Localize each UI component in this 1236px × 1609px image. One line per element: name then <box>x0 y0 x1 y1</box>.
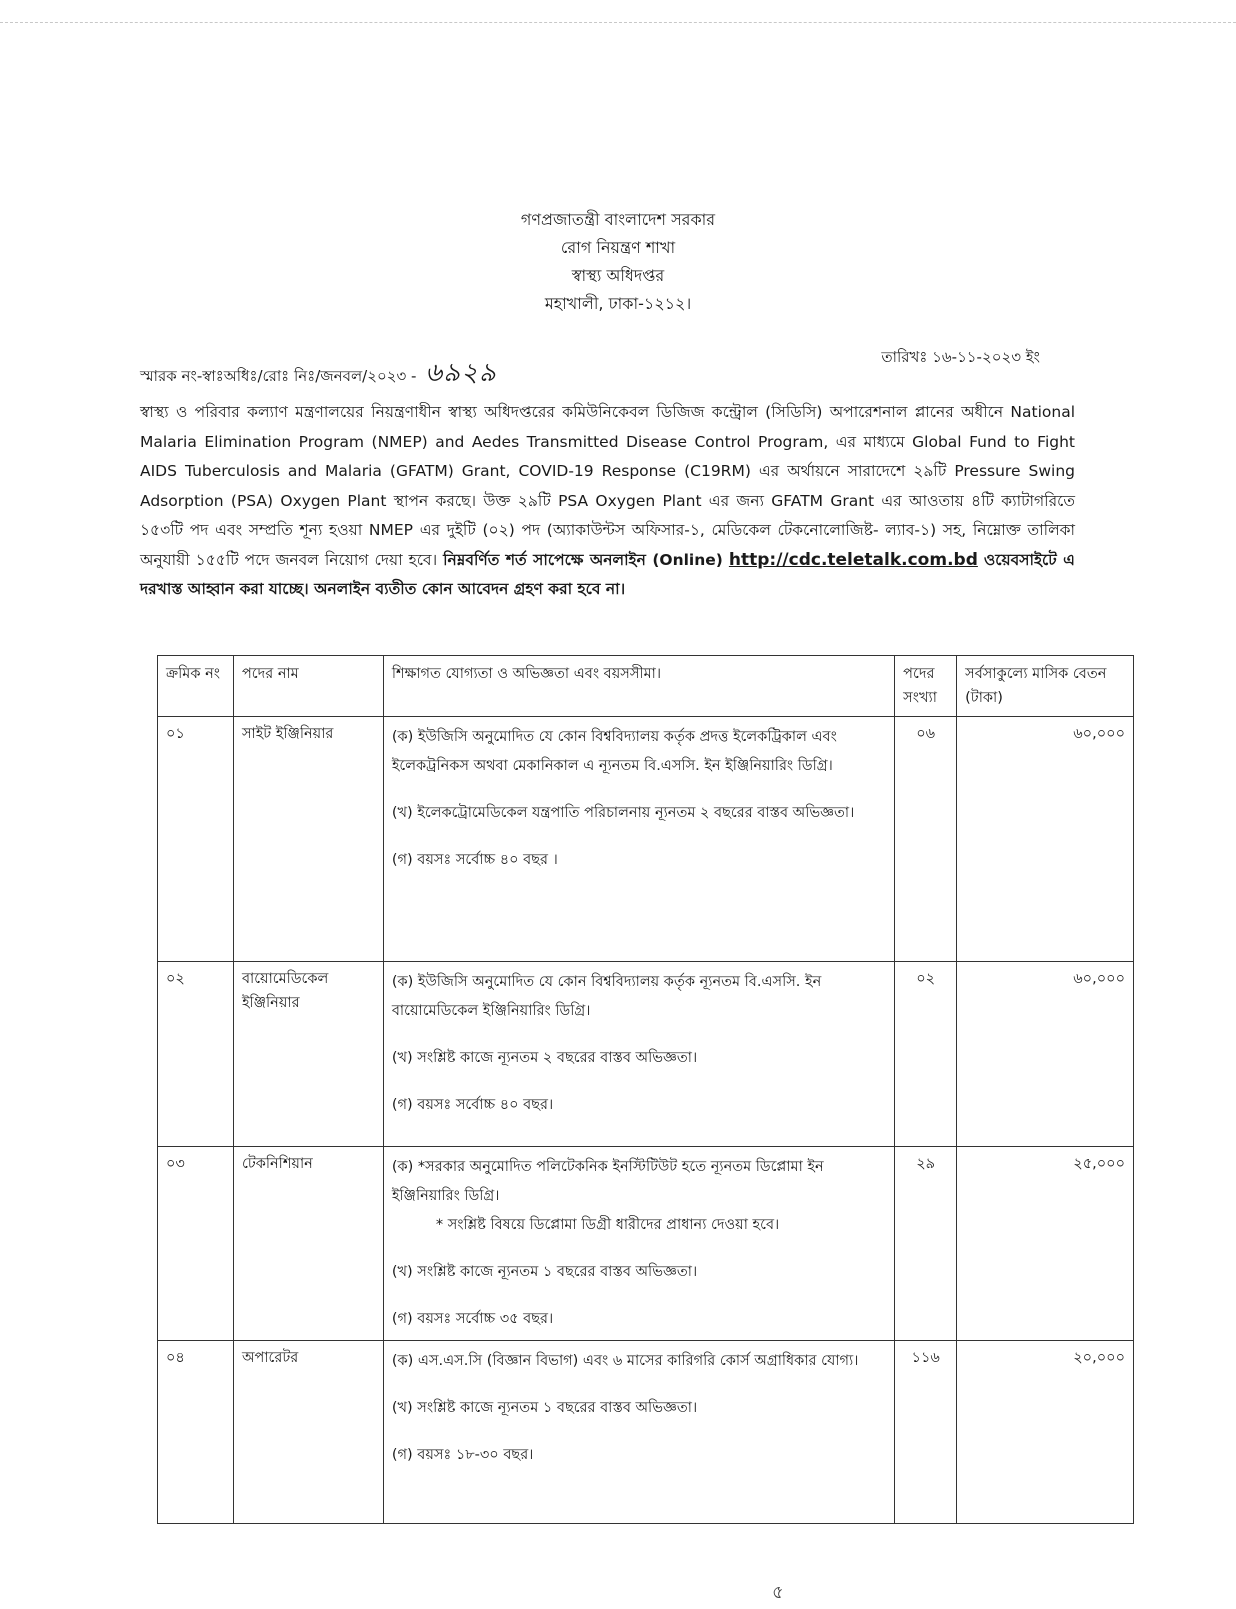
table-header-row <box>158 656 1134 717</box>
row-count: ০২ <box>895 962 957 1147</box>
table-row <box>158 717 1134 962</box>
row-qualification <box>383 1147 894 1341</box>
row-salary: ২৫,০০০ <box>957 1147 1134 1341</box>
requirement-c: (গ) বয়সঃ ১৮-৩০ বছর। <box>391 1447 534 1463</box>
requirement-a: (ক) ইউজিসি অনুমোদিত যে কোন বিশ্ববিদ্যালয় কর্তৃক প্রদত্ত ইলেকট্রিকাল এবং ইলেকট্রনিকস অথবা মেকানিকাল এ ন্যূনতম বি.এসসি. ইন ইঞ্জিনিয়ারিং ডিগ্রি। <box>391 729 837 774</box>
requirement-c: (গ) বয়সঃ সর্বোচ্চ ৩৫ বছর। <box>391 1311 554 1327</box>
row-salary: ৬০,০০০ <box>957 962 1134 1147</box>
requirement-note: * সংশ্লিষ্ট বিষয়ে ডিপ্লোমা ডিগ্রী ধারীদের প্রাধান্য দেওয়া হবে। <box>435 1217 780 1233</box>
scan-edge <box>0 0 1236 23</box>
memo-reference <box>140 352 497 396</box>
header-serial: ক্রমিক নং <box>158 656 234 717</box>
requirement-b: (খ) সংশ্লিষ্ট কাজে ন্যূনতম ২ বছরের বাস্তব অভিজ্ঞতা। <box>391 1050 698 1066</box>
row-serial: ০২ <box>158 962 234 1147</box>
requirement-c: (গ) বয়সঃ সর্বোচ্চ ৪০ বছর। <box>391 1097 554 1113</box>
letterhead <box>0 206 1236 318</box>
government-name: গণপ্রজাতন্ত্রী বাংলাদেশ সরকার <box>520 210 716 229</box>
memo-date: তারিখঃ ১৬-১১-২০২৩ ইং <box>881 348 1040 366</box>
row-qualification <box>383 1341 894 1524</box>
requirement-a: (ক) এস.এস.সি (বিজ্ঞান বিভাগ) এবং ৬ মাসের কারিগরি কোর্স অগ্রাধিকার যোগ্য। <box>391 1353 859 1369</box>
office-address: মহাখালী, ঢাকা-১২১২। <box>544 294 692 313</box>
row-post: সাইট ইঞ্জিনিয়ার <box>233 717 383 962</box>
row-count: ১১৬ <box>895 1341 957 1524</box>
condition-tail: ওয়েবসাইটে এ দরখাস্ত আহ্বান করা যাচ্ছে। অনলাইন ব্যতীত কোন আবেদন গ্রহণ করা হবে না। <box>140 550 1075 598</box>
table-row <box>158 962 1134 1147</box>
row-serial: ০৩ <box>158 1147 234 1341</box>
header-count: পদের সংখ্যা <box>895 656 957 717</box>
application-url[interactable]: http://cdc.teletalk.com.bd <box>728 549 978 570</box>
requirement-c: (গ) বয়সঃ সর্বোচ্চ ৪০ বছর । <box>391 852 558 868</box>
requirement-b: (খ) সংশ্লিষ্ট কাজে ন্যূনতম ১ বছরের বাস্তব অভিজ্ঞতা। <box>391 1264 698 1280</box>
row-salary: ৬০,০০০ <box>957 717 1134 962</box>
memo-ref-prefix: স্মারক নং-স্বাঃঅধিঃ/রোঃ নিঃ/জনবল/২০২৩ - <box>140 367 417 385</box>
vacancy-table <box>157 655 1134 1524</box>
page-number: ৫ <box>772 1582 784 1603</box>
row-qualification <box>383 962 894 1147</box>
table-row <box>158 1147 1134 1341</box>
row-serial: ০৪ <box>158 1341 234 1524</box>
header-qualification: শিক্ষাগত যোগ্যতা ও অভিজ্ঞতা এবং বয়সসীমা। <box>383 656 894 717</box>
table-row <box>158 1341 1134 1524</box>
branch-name: রোগ নিয়ন্ত্রণ শাখা <box>560 238 676 257</box>
requirement-a: (ক) ইউজিসি অনুমোদিত যে কোন বিশ্ববিদ্যালয় কর্তৃক ন্যূনতম বি.এসসি. ইন বায়োমেডিকেল ইঞ্জিনিয়ারিং ডিগ্রি। <box>391 974 822 1019</box>
requirement-b: (খ) সংশ্লিষ্ট কাজে ন্যূনতম ১ বছরের বাস্তব অভিজ্ঞতা। <box>391 1400 698 1416</box>
header-salary: সর্বসাকুল্যে মাসিক বেতন (টাকা) <box>957 656 1134 717</box>
row-salary: ২০,০০০ <box>957 1341 1134 1524</box>
requirement-a: (ক) *সরকার অনুমোদিত পলিটেকনিক ইনস্টিটিউট হতে ন্যূনতম ডিপ্লোমা ইন ইঞ্জিনিয়ারিং ডিগ্রি। <box>391 1159 824 1204</box>
row-post: বায়োমেডিকেল ইঞ্জিনিয়ার <box>233 962 383 1147</box>
requirement-b: (খ) ইলেকট্রোমেডিকেল যন্ত্রপাতি পরিচালনায় ন্যূনতম ২ বছরের বাস্তব অভিজ্ঞতা। <box>391 805 855 821</box>
intro-body: স্বাস্থ্য ও পরিবার কল্যাণ মন্ত্রণালয়ের নিয়ন্ত্রণাধীন স্বাস্থ্য অধিদপ্তরের কমিউনিকেবল ডিজিজ কন্ট্রোল (সিডিসি) অপারেশনাল প্লানের অধীনে National Malaria Elimination Program (NMEP) and Aedes Transmitted Disease Control Program, এর মাধ্যমে Global Fund to Fight AIDS Tuberculosis and Malaria (GFATM) Grant, COVID-19 Response (C19RM) এর অর্থায়নে সারাদেশে ২৯টি Pressure Swing Adsorption (PSA) Oxygen Plant স্থাপন করছে। উক্ত ২৯টি PSA Oxygen Plant এর জন্য GFATM Grant এর আওতায় ৪টি ক্যাটাগরিতে ১৫৩টি পদ এবং সম্প্রতি শূন্য হওয়া NMEP এর দুইটি (০২) পদ (অ্যাকাউন্টস অফিসার-১, মেডিকেল টেকনোলোজিষ্ট- ল্যাব-১) সহ, নিম্নোক্ত তালিকা অনুযায়ী ১৫৫টি পদে জনবল নিয়োগ দেয়া হবে। <box>140 403 1075 569</box>
memo-ref-number: ৬৯২৯ <box>425 358 497 388</box>
condition-lead: নিম্নবর্ণিত শর্ত সাপেক্ষে অনলাইন (Online) <box>443 550 723 569</box>
header-post: পদের নাম <box>233 656 383 717</box>
row-count: ২৯ <box>895 1147 957 1341</box>
row-post: অপারেটর <box>233 1341 383 1524</box>
row-qualification <box>383 717 894 962</box>
row-count: ০৬ <box>895 717 957 962</box>
intro-paragraph <box>140 398 1075 605</box>
row-serial: ০১ <box>158 717 234 962</box>
directorate-name: স্বাস্থ্য অধিদপ্তর <box>571 266 665 285</box>
memo-line <box>140 346 1040 386</box>
row-post: টেকনিশিয়ান <box>233 1147 383 1341</box>
